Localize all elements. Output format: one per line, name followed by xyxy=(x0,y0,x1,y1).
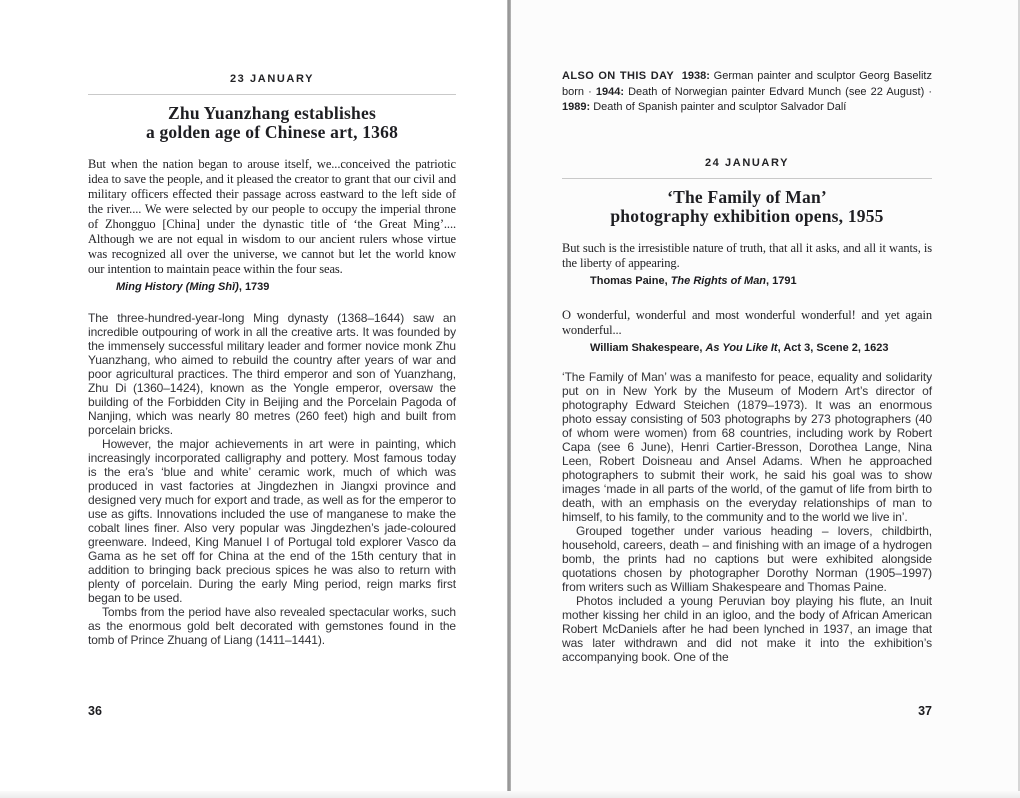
attribution-2-author: William Shakespeare, xyxy=(590,341,706,354)
attribution-2-year: , Act 3, Scene 2, 1623 xyxy=(777,341,889,354)
right-paragraph-3: Photos included a young Peruvian boy playing his flute, an Inuit mother kissing her child in an igloo, and the body of African American Robert McDaniels after he had been lynched in 1937, an image that was later withdrawn and did not make it into the exhibition’s accompanying book. One of the xyxy=(562,593,932,664)
page-right xyxy=(511,0,1020,798)
right-header-rule xyxy=(562,178,932,179)
right-epigraph-attribution-2 xyxy=(562,341,932,355)
right-epigraph-quote-1: But such is the irresistible nature of truth, that all it asks, and all it wants, is the liberty of appearing. xyxy=(562,240,932,270)
page-left xyxy=(0,0,508,798)
left-paragraph-2: However, the major achievements in art were in painting, which increasingly incorporated calligraphy and pottery. Most famous today is the era’s ‘blue and white’ ceramic work, much of which was produced in vast factories at Jingdezhen in Jiangxi province and designed very much for export and trade, as well as for the emperor to use as gifts. Innovations included the use of manganese to make the cobalt lines finer. Also very popular was Jingdezhen’s jade-coloured greenware. Indeed, King Manuel I of Portugal told explorer Vasco da Gama as he set off for China at the end of the 15th century that in addition to bringing back precious spices he was also to return with plenty of porcelain. During the early Ming period, reign marks first began to be used. xyxy=(88,437,456,605)
right-title-line2: photography exhibition opens, 1955 xyxy=(610,205,884,226)
left-paragraph-1: The three-hundred-year-long Ming dynasty (1368–1644) saw an incredible outpouring of work in all the creative arts. It was founded by the immensely successful military leader and former novice monk Zhu Yuanzhang, who aimed to rebuild the country after years of war and poor agricultural practices. The third emperor and son of Yuanzhang, Zhu Di (1360–1424), known as the Yongle emperor, oversaw the building of the Forbidden City in Beijing and the Porcelain Pagoda of Nanjing, which was nearly 80 metres (260 feet) high and built from porcelain bricks. xyxy=(88,311,456,437)
page-edge-bottom xyxy=(0,791,1020,798)
right-page-number: 37 xyxy=(918,704,932,718)
attribution-1-work-title: The Rights of Man xyxy=(670,274,767,287)
left-title-line2: a golden age of Chinese art, 1368 xyxy=(145,122,399,142)
left-attribution-year: , 1739 xyxy=(238,281,270,293)
also-entry-1-text: German painter and sculptor Georg Baselitz born · xyxy=(562,70,932,98)
also-entry-1-year: 1938: xyxy=(681,70,710,82)
left-body-text xyxy=(88,311,456,647)
left-title-line1: Zhu Yuanzhang establishes xyxy=(168,103,376,123)
right-epigraph-attribution-1 xyxy=(562,274,932,288)
right-epigraph-quote-2: O wonderful, wonderful and most wonderful wonderful! and yet again wonderful... xyxy=(562,307,932,337)
right-article-title xyxy=(562,188,932,226)
also-entry-2-year: 1944: xyxy=(595,85,624,98)
right-title-line1: ‘The Family of Man’ xyxy=(667,186,827,207)
attribution-1-year: , 1791 xyxy=(766,274,797,287)
left-epigraph-quote: But when the nation began to arouse itself, we...conceived the patriotic idea to save the people, and it pleased the creator to grant that our civil and military officers effected their passage across eastward to the left side of the river.... We were selected by our people to occupy the imperial throne of Zhongguo [China] under the dynastic title of ‘the Great Ming’.... Although we are not equal in wisdom to our ancient rulers whose virtue was recognized all over the universe, we cannot but let the world know our intention to maintain peace within the four seas. xyxy=(88,157,456,276)
left-page-number: 36 xyxy=(88,704,102,718)
right-paragraph-1: ‘The Family of Man’ was a manifesto for peace, equality and solidarity put on in New York by the Museum of Modern Art’s director of photography Edward Steichen (1879–1973). It was an enormous photo essay consisting of 503 photographs by 273 photographers (40 of whom were women) from 68 countries, including work by Robert Capa (see 6 June), Henri Cartier-Bresson, Dorothea Lange, Nina Leen, Robert Doisneau and Ansel Adams. When he approached photographers to submit their work, he said his goal was to show images ‘made in all parts of the world, of the gamut of life from birth to death, with an emphasis on the everyday relationships of man to himself, to his family, to the community and to the world we live in’. xyxy=(562,369,932,524)
also-on-this-day xyxy=(562,69,932,116)
also-entry-3-text: Death of Spanish painter and sculptor Salvador Dalí xyxy=(590,101,847,113)
left-article-title xyxy=(88,104,456,142)
right-body-text xyxy=(562,370,932,664)
attribution-1-author: Thomas Paine, xyxy=(590,274,671,287)
left-epigraph-attribution xyxy=(88,280,456,294)
also-entry-3-year: 1989: xyxy=(562,101,591,113)
right-paragraph-2: Grouped together under various heading – lovers, childbirth, household, careers, death – and finishing with an image of a hydrogen bomb, the prints had no captions but were exhibited alongside quotations chosen by photographer Dorothy Norman (1905–1997) from writers such as William Shakespeare and Thomas Paine. xyxy=(562,523,932,594)
left-header-rule xyxy=(88,94,456,95)
right-text-column xyxy=(562,0,932,664)
left-attribution-work-title: Ming History (Ming Shǐ) xyxy=(116,281,239,293)
also-on-this-day-label: ALSO ON THIS DAY xyxy=(562,70,675,82)
also-entry-2-text: Death of Norwegian painter Edvard Munch (see 22 August) · xyxy=(623,85,932,98)
left-paragraph-3: Tombs from the period have also revealed spectacular works, such as the enormous gold belt decorated with gemstones found in the tomb of Prince Zhuang of Liang (1411–1441). xyxy=(88,605,456,647)
right-date-header: 24 JANUARY xyxy=(704,156,790,169)
left-date-header: 23 JANUARY xyxy=(229,73,315,85)
attribution-2-work-title: As You Like It xyxy=(705,341,778,354)
left-text-column xyxy=(88,0,456,647)
